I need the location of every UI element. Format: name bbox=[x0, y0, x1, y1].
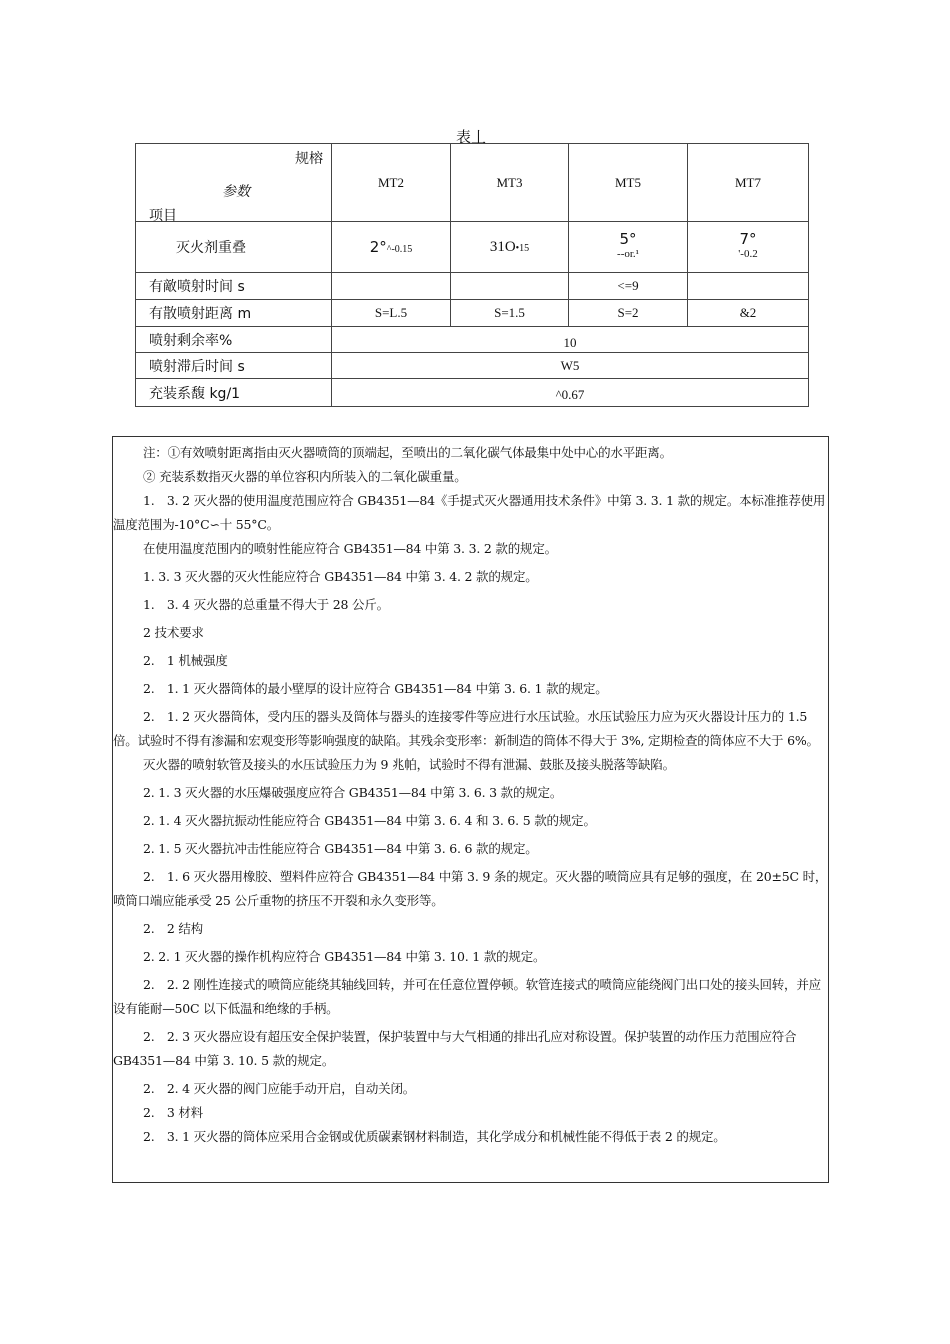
cell-value: &2 bbox=[688, 300, 809, 327]
clause-paragraph: 1. 3. 2 灭火器的使用温度范围应符合 GB4351—84《手提式灭火器通用技术条件》中第 3. 3. 1 款的规定。本标准推荐使用温度范围为-10°C∽十 55°C。 bbox=[113, 493, 826, 532]
table-row bbox=[136, 273, 809, 300]
cell-value: S=L.5 bbox=[332, 300, 451, 327]
clause-paragraph: 2. 2. 3 灭火器应设有超压安全保护装置，保护装置中与大气相通的排出孔应对称设置。保护装置的动作压力范围应符合 GB4351—84 中第 3. 10. 5 款的规定。 bbox=[113, 1029, 797, 1068]
clause-paragraph: 2. 1. 6 灭火器用橡胶、塑料件应符合 GB4351—84 中第 3. 9 条的规定。灭火器的喷筒应具有足够的强度，在 20±5C 时，喷筒口端应能承受 25 公斤重物的挤压不开裂和永久变形等。 bbox=[113, 869, 828, 908]
table-row bbox=[136, 379, 809, 407]
cell-value: <=9 bbox=[569, 273, 688, 300]
cell-value bbox=[451, 273, 569, 300]
section-heading: 2. 1 机械强度 bbox=[143, 653, 228, 668]
clause-paragraph: 灭火器的喷射软管及接头的水压试验压力为 9 兆帕，试验时不得有泄漏、鼓胀及接头脱落等缺陷。 bbox=[143, 757, 675, 772]
row-label: 喷射剩余率% bbox=[136, 327, 332, 353]
cell-value: 2°^-0.15 bbox=[332, 222, 451, 273]
row-label: 灭火剂重叠 bbox=[136, 222, 332, 273]
clause-paragraph: 1. 3. 4 灭火器的总重量不得大于 28 公斤。 bbox=[143, 597, 389, 612]
clause-paragraph: 2. 2. 2 刚性连接式的喷筒应能绕其轴线回转，并可在任意位置停顿。软管连接式的喷筒应能绕阀门出口处的接头回转，并应设有能耐—50C 以下低温和绝缘的手柄。 bbox=[113, 977, 821, 1016]
cell-value: S=1.5 bbox=[451, 300, 569, 327]
cell-value: 7° '-0.2 bbox=[688, 222, 809, 273]
cell-value: W5 bbox=[332, 353, 809, 379]
notes-box bbox=[112, 436, 829, 1183]
clause-paragraph: 2. 1. 2 灭火器筒体，受内压的器头及筒体与器头的连接零件等应进行水压试验。水压试验压力应为灭火器设计压力的 1.5 倍。试验时不得有渗漏和宏观变形等影响强度的缺陷。其残余变形率：新制造的筒体不得大于 3%, 定期检查的筒体应不大于 6%。 bbox=[113, 709, 819, 748]
column-header-mt3: MT3 bbox=[451, 144, 569, 222]
note-paragraph: 注：①有效喷射距离指由灭火器喷筒的顶端起，至喷出的二氧化碳气体最集中处中心的水平距离。 bbox=[143, 445, 672, 460]
table-row bbox=[136, 353, 809, 379]
clause-paragraph: 2. 1. 1 灭火器筒体的最小壁厚的设计应符合 GB4351—84 中第 3. 6. 1 款的规定。 bbox=[143, 681, 608, 696]
row-label: 喷射滞后时间 s bbox=[136, 353, 332, 379]
param-label: 参数 bbox=[222, 183, 250, 200]
table-row bbox=[136, 222, 809, 273]
cell-value bbox=[332, 273, 451, 300]
spec-table bbox=[135, 143, 809, 407]
cell-value: 31O•15 bbox=[451, 222, 569, 273]
section-heading: 2 技术要求 bbox=[143, 625, 204, 640]
row-label: 有敵喷射时间 s bbox=[136, 273, 332, 300]
header-row bbox=[136, 144, 809, 222]
row-label: 有散喷射距离 m bbox=[136, 300, 332, 327]
column-header-mt2: MT2 bbox=[332, 144, 451, 222]
clause-paragraph: 2. 3. 1 灭火器的筒体应采用合金钢或优质碳素钢材料制造，其化学成分和机械性能不得低于表 2 的规定。 bbox=[143, 1129, 726, 1144]
row-label: 充装系馥 kg/1 bbox=[136, 379, 332, 407]
cell-value: 5° --or.¹ bbox=[569, 222, 688, 273]
column-header-mt7: MT7 bbox=[688, 144, 809, 222]
table-row bbox=[136, 327, 809, 353]
clause-paragraph: 2. 2. 1 灭火器的操作机构应符合 GB4351—84 中第 3. 10. 1 款的规定。 bbox=[143, 949, 546, 964]
spec-label: 规榕 bbox=[295, 150, 323, 167]
section-heading: 2. 3 材料 bbox=[143, 1105, 203, 1120]
cell-value bbox=[688, 273, 809, 300]
clause-paragraph: 2. 1. 5 灭火器抗冲击性能应符合 GB4351—84 中第 3. 6. 6 款的规定。 bbox=[143, 841, 538, 856]
clause-paragraph: 2. 1. 4 灭火器抗振动性能应符合 GB4351—84 中第 3. 6. 4 和 3. 6. 5 款的规定。 bbox=[143, 813, 596, 828]
clause-paragraph: 2. 1. 3 灭火器的水压爆破强度应符合 GB4351—84 中第 3. 6. 3 款的规定。 bbox=[143, 785, 563, 800]
clause-paragraph: 在使用温度范围内的喷射性能应符合 GB4351—84 中第 3. 3. 2 款的规定。 bbox=[143, 541, 557, 556]
table-caption: 表丄 bbox=[456, 128, 487, 146]
column-header-mt5: MT5 bbox=[569, 144, 688, 222]
clause-paragraph: 1. 3. 3 灭火器的灭火性能应符合 GB4351—84 中第 3. 4. 2 款的规定。 bbox=[143, 569, 538, 584]
table-row bbox=[136, 300, 809, 327]
cell-value: S=2 bbox=[569, 300, 688, 327]
diagonal-header-cell bbox=[136, 144, 332, 222]
cell-value: 10 bbox=[332, 327, 809, 353]
item-label: 项目 bbox=[149, 207, 177, 224]
clause-paragraph: 2. 2. 4 灭火器的阀门应能手动开启，自动关闭。 bbox=[143, 1081, 416, 1096]
section-heading: 2. 2 结构 bbox=[143, 921, 203, 936]
cell-value: ^0.67 bbox=[332, 379, 809, 407]
note-paragraph: ② 充装系数指灭火器的单位容积内所装入的二氧化碳重量。 bbox=[143, 469, 467, 484]
